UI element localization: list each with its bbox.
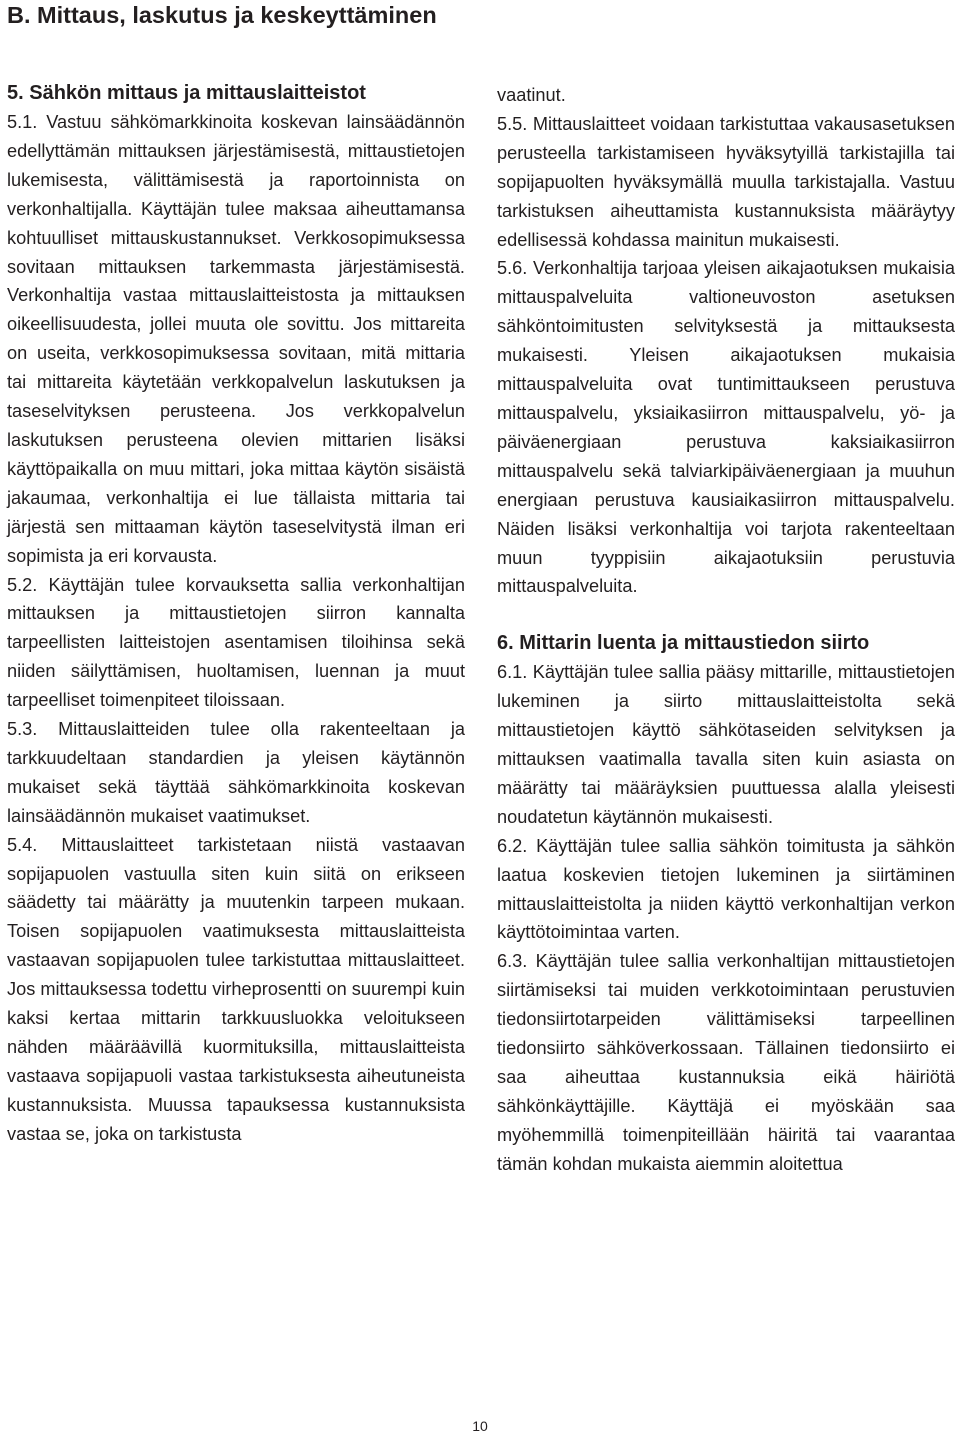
section-6-heading: 6. Mittarin luenta ja mittaustiedon siirto bbox=[497, 632, 870, 655]
page-title: B. Mittaus, laskutus ja keskeyttäminen bbox=[7, 2, 437, 28]
paragraph-6-2: 6.2. Käyttäjän tulee sallia sähkön toimitusta ja sähkön laatua koskevien tietojen lukeminen ja siirtäminen mittauslaitteistolta ja niiden käyttö verkonhaltijan verkon käyttötoimintaa varten. bbox=[497, 835, 955, 943]
right-column bbox=[497, 81, 955, 1179]
paragraph-5-1: 5.1. Vastuu sähkömarkkinoita koskevan lainsäädännön edellyttämän mittauksen järjestämisestä, mittaustietojen lukemisesta, välittämisestä ja raportoinnista on verkonhaltijalla. Käyttäjän tulee maksaa aiheuttamansa kohtuulliset mittauskustannukset. Verkkosopimuksessa sovitaan mittauksen tarkemmasta järjestämisestä. Verkonhaltija vastaa mittauslaitteistosta ja mittauksen oikeellisuudesta, jollei muuta ole sovittu. Jos mittareita on useita, verkkosopimuksessa sovitaan, mitä mittaria tai mittareita käytetään verkkopalvelun laskutuksen ja taseselvityksen perusteena. Jos verkkopalvelun laskutuksen perusteena olevien mittarien lisäksi käyttöpaikalla on muu mittari, joka mittaa käytön sisäistä jakaumaa, verkonhaltija ei lue tällaista mittaria tai järjestä sen mittaaman käytön taseselvitystä ilman eri sopimista ja eri korvausta. bbox=[7, 112, 465, 566]
paragraph-5-2: 5.2. Käyttäjän tulee korvauksetta sallia verkonhaltijan mittauksen ja mittaustietojen siirron kannalta tarpeellisten laitteistojen asentamisen tiloihinsa sekä niiden säilyttämisen, huoltamisen, luennan ja muut tarpeelliset toimenpiteet tiloissaan. bbox=[7, 574, 465, 711]
paragraph-5-4-continued: vaatinut. bbox=[497, 85, 566, 105]
paragraph-6-1: 6.1. Käyttäjän tulee sallia pääsy mittarille, mittaustietojen lukeminen ja siirto mittauslaitteistolta sekä mittaustietojen käyttö sähkötaseiden selvityksen ja mittauksen vaatimalla tavalla siten kuin asiasta on määrätty tai määräyksien puuttuessa alalla yleisesti noudatetun käytännön mukaisesti. bbox=[497, 662, 955, 827]
paragraph-5-6: 5.6. Verkonhaltija tarjoaa yleisen aikajaotuksen mukaisia mittauspalveluita valtioneuvoston asetuksen sähköntoimitusten selvityksestä ja mittauksesta mukaisesti. Yleisen aikajaotuksen mukaisia mittauspalveluita ovat tuntimittaukseen perustuva mittauspalvelu, yksiaikasiirron mittauspalvelu, yö- ja päiväenergiaan perustuva kaksiaikasiirron mittauspalvelu sekä talviarkipäiväenergiaan ja muuhun energiaan perustuva kausiaikasiirron mittauspalvelu. Näiden lisäksi verkonhaltija voi tarjota rakenteeltaan muun tyyppisiin aikajaotuksiin perustuvia mittauspalveluita. bbox=[497, 258, 955, 597]
paragraph-5-4: 5.4. Mittauslaitteet tarkistetaan niistä vastaavan sopijapuolen vastuulla siten kuin siitä on erikseen säädetty tai määrätty ja muutenkin tarpeen mukaan. Toisen sopijapuolen vaatimuksesta mittauslaitteista vastaavan sopijapuolen tulee tarkistuttaa mittauslaitteet. Jos mittauksessa todettu virheprosentti on suurempi kuin kaksi kertaa mittarin tarkkuusluokka veloitukseen nähden määräävillä kuormituksilla, mittauslaitteista vastaava sopijapuoli vastaa tarkistuksesta aiheutuneista kustannuksista. Muussa tapauksessa kustannuksista vastaa se, joka on tarkistusta bbox=[7, 834, 465, 1144]
paragraph-6-3: 6.3. Käyttäjän tulee sallia verkonhaltijan mittaustietojen siirtämiseksi tai muiden verkkotoimintaan perustuvien tiedonsiirtotarpeiden välittämiseksi tarpeellinen tiedonsiirto sähköverkossaan. Tällainen tiedonsiirto ei saa aiheuttaa kustannuksia eikä häiriötä sähkönkäyttäjille. Käyttäjä ei myöskään saa myöhemmillä toimenpiteillään häiritä tai vaarantaa tämän kohdan mukaista aiemmin aloitettua bbox=[497, 951, 955, 1174]
page-number: 10 bbox=[472, 1418, 488, 1434]
section-5-heading: 5. Sähkön mittaus ja mittauslaitteistot bbox=[7, 82, 366, 104]
paragraph-5-5: 5.5. Mittauslaitteet voidaan tarkistuttaa vakausasetuksen perusteella tarkistamiseen hyväksytyillä tarkistajilla tai sopijapuolten hyväksymällä muulla tarkistajalla. Vastuu tarkistuksen aiheuttamista kustannuksista määräytyy edellisessä kohdassa mainitun mukaisesti. bbox=[497, 113, 955, 250]
left-column bbox=[7, 79, 465, 1149]
paragraph-5-3: 5.3. Mittauslaitteiden tulee olla rakenteeltaan ja tarkkuudeltaan standardien ja yleisen käytännön mukaiset sekä täyttää sähkömarkkinoita koskevan lainsäädännön mukaiset vaatimukset. bbox=[7, 719, 465, 826]
